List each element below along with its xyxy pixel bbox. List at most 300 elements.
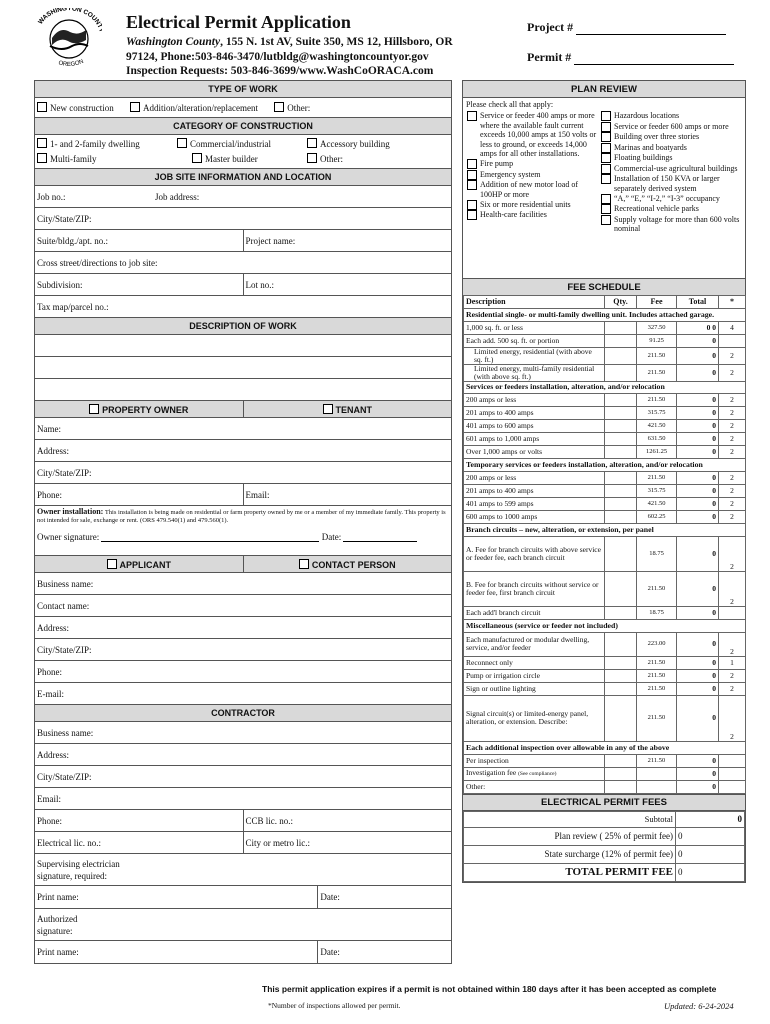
authorized-print-name-field[interactable]: Print name: <box>35 941 318 963</box>
project-name-field[interactable]: Project name: <box>243 230 452 252</box>
description-heading: DESCRIPTION OF WORK <box>35 318 452 335</box>
fee-inspections <box>719 780 746 793</box>
fee-description-text: 201 amps to 400 amps <box>466 408 534 418</box>
total-permit-fee-label: TOTAL PERMIT FEE <box>464 863 676 881</box>
plan-review-option[interactable] <box>601 143 745 153</box>
fee-qty-input[interactable] <box>605 511 637 524</box>
page-title: Electrical Permit Application <box>126 12 351 32</box>
fee-description <box>464 334 605 347</box>
plan-review-option[interactable] <box>601 153 745 163</box>
contractor-heading: CONTRACTOR <box>35 705 452 722</box>
fee-amount: 315.75 <box>637 407 677 420</box>
fee-qty-input[interactable] <box>605 394 637 407</box>
plan-review-option-label: “A,” “E,” “I-2,” “I-3” occupancy <box>614 193 720 203</box>
fee-inspections <box>719 606 746 619</box>
fee-total[interactable]: 0 <box>677 347 719 364</box>
plan-review-fee-value[interactable]: 0 <box>676 827 745 845</box>
fee-description-text: A. Fee for branch circuits with above service or feeder fee, each branch circuit <box>466 544 601 562</box>
plan-review-left-list <box>467 111 599 221</box>
fee-inspections: 4 <box>719 321 746 334</box>
fee-total[interactable]: 0 <box>677 669 719 682</box>
fee-qty-input[interactable] <box>605 571 637 606</box>
fee-description <box>464 669 605 682</box>
checkbox[interactable] <box>467 111 477 121</box>
plan-review-option[interactable] <box>601 111 745 121</box>
fee-qty-input[interactable] <box>605 420 637 433</box>
plan-review-option-label: Six or more residential units <box>480 199 571 209</box>
plan-review-option-label: Building over three stories <box>614 132 700 141</box>
fee-description <box>464 632 605 656</box>
total-permit-fee-value[interactable]: 0 <box>676 863 745 881</box>
fee-row <box>464 485 746 498</box>
fee-description-text: Signal circuit(s) or limited-energy panel, alteration, or extension. Describe: <box>466 709 589 727</box>
fee-description-text: Pump or irrigation circle <box>466 670 540 680</box>
fee-amount: 211.50 <box>637 347 677 364</box>
type-new-construction[interactable]: New construction <box>37 103 114 113</box>
suite-field[interactable]: Suite/bldg./apt. no.: <box>35 230 244 252</box>
fee-inspections: 2 <box>719 669 746 682</box>
plan-review-option-label: Commercial-use agricultural buildings <box>614 163 738 173</box>
header-inspection: Inspection Requests: 503-846-3699/www.WashCoORACA.com <box>126 65 434 77</box>
fee-qty-input[interactable] <box>605 606 637 619</box>
plan-review-option[interactable] <box>601 215 745 234</box>
fee-description <box>464 472 605 485</box>
contractor-email-field[interactable]: Email: <box>35 788 452 810</box>
fee-qty-input[interactable] <box>605 682 637 695</box>
applicant-contact-field[interactable]: Contact name: <box>35 595 452 617</box>
applicant-phone-field[interactable]: Phone: <box>35 661 452 683</box>
plan-review-option-label: Floating buildings <box>614 153 673 162</box>
fee-amount: 211.50 <box>637 364 677 381</box>
fee-inspections: 2 <box>719 420 746 433</box>
fee-description-text: Reconnect only <box>466 657 513 667</box>
type-other[interactable]: Other: <box>274 103 310 113</box>
fee-row <box>464 321 746 334</box>
contractor-address-field[interactable]: Address: <box>35 744 452 766</box>
fee-section-heading: Miscellaneous (service or feeder not included) <box>464 619 746 632</box>
updated-date: Updated: 6-24-2024 <box>664 1001 734 1011</box>
fee-total[interactable]: 0 <box>677 446 719 459</box>
checkbox[interactable] <box>601 153 611 163</box>
fee-description <box>464 420 605 433</box>
fee-description <box>464 394 605 407</box>
owner-installation: Owner installation: This installation is being made on residential or farm property owned by me or a member of my immediate family. This property is not intended for sale, exchange or rent. (ORS 479.540(1) and 479.560(1). Owner signature: Date: <box>35 506 452 556</box>
plan-review-option[interactable] <box>601 204 745 214</box>
fee-row <box>464 420 746 433</box>
fee-inspections: 2 <box>719 446 746 459</box>
fee-description <box>464 780 605 793</box>
supervisor-print-name-field[interactable]: Print name: <box>35 886 318 908</box>
fee-description <box>464 321 605 334</box>
checkbox[interactable] <box>307 138 317 148</box>
fee-inspections: 2 <box>719 407 746 420</box>
fee-qty-input[interactable] <box>605 754 637 767</box>
applicant-heading[interactable]: APPLICANT <box>35 556 244 573</box>
fee-amount: 631.50 <box>637 433 677 446</box>
fee-schedule-heading: FEE SCHEDULE <box>463 278 745 295</box>
svg-text:OREGON: OREGON <box>57 58 85 69</box>
checkbox[interactable] <box>274 102 284 112</box>
checkbox[interactable] <box>89 404 99 414</box>
description-line-1[interactable] <box>35 335 452 357</box>
fee-total[interactable]: 0 <box>677 511 719 524</box>
permit-fees-heading: ELECTRICAL PERMIT FEES <box>463 794 745 811</box>
fee-total[interactable]: 0 <box>677 433 719 446</box>
fee-row <box>464 606 746 619</box>
fee-description <box>464 656 605 669</box>
fee-qty-input[interactable] <box>605 433 637 446</box>
authorized-signature-field[interactable]: Authorized signature: <box>35 909 452 941</box>
plan-review-option[interactable] <box>601 132 745 142</box>
ccb-license-field[interactable]: CCB lic. no.: <box>243 810 452 832</box>
fee-description-text: 601 amps to 1,000 amps <box>466 434 540 444</box>
property-owner-heading[interactable]: PROPERTY OWNER <box>35 401 244 418</box>
plan-review-right-list <box>601 111 745 234</box>
fee-description-text: 201 amps to 400 amps <box>466 486 534 496</box>
cat-master-builder[interactable]: Master builder <box>192 152 307 167</box>
fee-inspections: 2 <box>719 472 746 485</box>
checkbox[interactable] <box>177 138 187 148</box>
cat-accessory[interactable]: Accessory building <box>307 139 390 149</box>
fee-description-text: 1,000 sq. ft. or less <box>466 322 523 332</box>
fee-description <box>464 695 605 741</box>
fee-total[interactable]: 0 <box>677 767 719 780</box>
fee-total[interactable]: 0 <box>677 536 719 571</box>
checkbox[interactable] <box>467 180 477 190</box>
plan-review-heading: PLAN REVIEW <box>463 81 745 98</box>
left-form <box>34 80 452 964</box>
fee-inspections <box>719 334 746 347</box>
fee-total[interactable]: 0 <box>677 606 719 619</box>
fee-qty-input[interactable] <box>605 695 637 741</box>
fee-inspections: 2 <box>719 536 746 571</box>
fee-amount: 211.50 <box>637 682 677 695</box>
fee-qty-input[interactable] <box>605 334 637 347</box>
fee-row <box>464 308 746 321</box>
fee-description-text: Sign or outline lighting <box>466 683 536 693</box>
owner-city-field[interactable]: City/State/ZIP: <box>35 462 452 484</box>
fee-qty-input[interactable] <box>605 364 637 381</box>
checkbox[interactable] <box>323 404 333 414</box>
checkbox[interactable] <box>299 559 309 569</box>
electrical-license-field[interactable]: Electrical lic. no.: <box>35 832 244 854</box>
fee-amount: 315.75 <box>637 485 677 498</box>
tax-map-field[interactable]: Tax map/parcel no.: <box>35 296 452 318</box>
job-site-heading: JOB SITE INFORMATION AND LOCATION <box>35 169 452 186</box>
fee-inspections <box>719 767 746 780</box>
plan-review-option[interactable] <box>467 111 599 159</box>
fee-description <box>464 511 605 524</box>
fee-total[interactable]: 0 <box>677 632 719 656</box>
fee-description <box>464 606 605 619</box>
plan-review-option[interactable] <box>601 194 745 204</box>
county-logo <box>36 8 102 70</box>
fee-description <box>464 446 605 459</box>
fee-description-text: Other: <box>466 781 486 791</box>
fee-description-text: Each add. 500 sq. ft. or portion <box>466 335 560 345</box>
fee-row <box>464 459 746 472</box>
fee-qty-input[interactable] <box>605 347 637 364</box>
fee-qty-input[interactable] <box>605 780 637 793</box>
fee-row <box>464 334 746 347</box>
fee-total[interactable]: 0 <box>677 334 719 347</box>
fee-row <box>464 754 746 767</box>
category-heading: CATEGORY OF CONSTRUCTION <box>35 118 452 135</box>
fee-total[interactable]: 0 <box>677 498 719 511</box>
fee-inspections: 2 <box>719 682 746 695</box>
plan-review-option-label: Hazardous locations <box>614 111 680 120</box>
plan-review-section: Please check all that apply: Service or feeder 400 amps or more where the available fault current exceeds 10,000 amps at 150 volts or less to ground, or exceeds 14,000 amps for all other installations. Fire pump Emergency system Addition of new motor load of 100HP or more Six or more residential units Health-care facilities Hazardous locations Service or feeder 600 amps or more Building over three stories Marinas and boatyards Floating buildings Commercial-use agricultural buildings Installation of 150 KVA or larger separately derived system “A,” “E,” “I-2,” “I-3” occupancy Recreational vehicle parks Supply voltage for more than 600 volts nominal <box>463 98 745 278</box>
plan-review-option[interactable] <box>467 210 599 220</box>
checkbox[interactable] <box>37 102 47 112</box>
state-surcharge-value[interactable]: 0 <box>676 845 745 863</box>
fee-qty-input[interactable] <box>605 407 637 420</box>
fee-qty-input[interactable] <box>605 485 637 498</box>
plan-review-option-label: Marinas and boatyards <box>614 142 687 152</box>
subtotal-label: Subtotal <box>464 811 676 827</box>
plan-review-option-label: Fire pump <box>480 159 514 168</box>
checkbox[interactable] <box>130 102 140 112</box>
applicant-email-field[interactable]: E-mail: <box>35 683 452 705</box>
fee-inspections: 2 <box>719 695 746 741</box>
checkbox[interactable] <box>601 174 611 184</box>
plan-review-option[interactable] <box>601 164 745 174</box>
col-description: Description <box>464 296 605 309</box>
fee-qty-input[interactable] <box>605 321 637 334</box>
col-fee: Fee <box>637 296 677 309</box>
contact-person-heading[interactable]: CONTACT PERSON <box>243 556 452 573</box>
header-address: Washington County, 155 N. 1st AV, Suite 350, MS 12, Hillsboro, OR <box>126 36 453 48</box>
fee-row <box>464 364 746 381</box>
applicant-business-field[interactable]: Business name: <box>35 573 452 595</box>
plan-review-option-label: Installation of 150 KVA or larger separately derived system <box>614 174 720 193</box>
fee-amount: 421.50 <box>637 498 677 511</box>
state-surcharge-label: State surcharge (12% of permit fee) <box>464 845 676 863</box>
applicant-address-field[interactable]: Address: <box>35 617 452 639</box>
owner-name-field[interactable]: Name: <box>35 418 452 440</box>
fee-description-text: 200 amps or less <box>466 473 517 483</box>
fee-description <box>464 364 605 381</box>
applicant-city-field[interactable]: City/State/ZIP: <box>35 639 452 661</box>
fee-description <box>464 571 605 606</box>
permit-number-field[interactable]: Permit # <box>527 50 734 65</box>
fee-amount: 211.50 <box>637 695 677 741</box>
fee-description-text: 200 amps or less <box>466 395 517 405</box>
fee-amount: 211.50 <box>637 571 677 606</box>
fee-total[interactable]: 0 <box>677 407 719 420</box>
fee-description-text: Each add'l branch circuit <box>466 607 541 617</box>
fee-description <box>464 754 605 767</box>
fee-section-heading: Temporary services or feeders installation, alteration, and/or relocation <box>464 459 746 472</box>
plan-review-option-label: Health-care facilities <box>480 210 547 219</box>
tenant-heading[interactable]: TENANT <box>243 401 452 418</box>
description-line-3[interactable] <box>35 379 452 401</box>
col-inspections: * <box>719 296 746 309</box>
fee-amount: 91.25 <box>637 334 677 347</box>
fee-row <box>464 619 746 632</box>
fee-total[interactable]: 0 <box>677 754 719 767</box>
fee-amount: 602.25 <box>637 511 677 524</box>
checkbox[interactable] <box>601 164 611 174</box>
fee-row <box>464 381 746 394</box>
fee-description <box>464 536 605 571</box>
fee-total[interactable]: 0 <box>677 472 719 485</box>
plan-review-option[interactable] <box>467 170 599 180</box>
fee-total[interactable]: 0 0 <box>677 321 719 334</box>
col-qty: Qty. <box>605 296 637 309</box>
checkbox[interactable] <box>467 170 477 180</box>
checkbox[interactable] <box>107 559 117 569</box>
fee-row <box>464 780 746 793</box>
checkbox[interactable] <box>601 132 611 142</box>
cat-1-2-family[interactable]: 1- and 2-family dwelling <box>37 137 177 152</box>
supervising-signature-field[interactable]: Supervising electrician signature, required: <box>35 854 452 886</box>
type-addition[interactable]: Addition/alteration/replacement <box>130 103 258 113</box>
checkbox[interactable] <box>37 153 47 163</box>
checkbox[interactable] <box>467 159 477 169</box>
owner-signature-line[interactable]: Owner signature: Date: <box>37 530 449 542</box>
checkbox[interactable] <box>601 143 611 153</box>
fee-schedule-table <box>463 295 746 794</box>
job-no-address-field[interactable]: Job no.: Job address: <box>35 186 452 208</box>
fee-inspections: 2 <box>719 498 746 511</box>
fee-description-note: (See compliance) <box>518 771 557 778</box>
fee-total[interactable]: 0 <box>677 394 719 407</box>
checkbox[interactable] <box>37 138 47 148</box>
fee-inspections: 2 <box>719 433 746 446</box>
fee-description-text: 600 amps to 1000 amps <box>466 512 538 522</box>
fee-description <box>464 767 605 780</box>
fee-total[interactable]: 0 <box>677 364 719 381</box>
fee-total[interactable]: 0 <box>677 420 719 433</box>
project-number-field[interactable]: Project # <box>527 20 726 35</box>
plan-review-option-label: Recreational vehicle parks <box>614 204 699 213</box>
fee-amount: 211.50 <box>637 656 677 669</box>
owner-email-field[interactable]: Email: <box>243 484 452 506</box>
job-city-field[interactable]: City/State/ZIP: <box>35 208 452 230</box>
cross-street-field[interactable]: Cross street/directions to job site: <box>35 252 452 274</box>
inspection-footnote: *Number of inspections allowed per permit. <box>268 1001 401 1010</box>
fee-section-heading: Branch circuits – new, alteration, or extension, per panel <box>464 524 746 537</box>
plan-review-option[interactable] <box>601 122 745 132</box>
fee-total[interactable]: 0 <box>677 656 719 669</box>
fee-row <box>464 347 746 364</box>
fee-row <box>464 433 746 446</box>
col-total: Total <box>677 296 719 309</box>
fee-row <box>464 632 746 656</box>
contractor-city-field[interactable]: City/State/ZIP: <box>35 766 452 788</box>
checkbox[interactable] <box>192 153 202 163</box>
authorized-date-field[interactable]: Date: <box>320 947 340 957</box>
fee-amount: 211.50 <box>637 669 677 682</box>
fee-amount: 211.50 <box>637 754 677 767</box>
fee-row <box>464 695 746 741</box>
supervisor-date-field[interactable]: Date: <box>320 892 340 902</box>
checkbox[interactable] <box>601 204 611 214</box>
plan-review-option[interactable] <box>467 180 599 199</box>
fee-amount: 223.00 <box>637 632 677 656</box>
plan-review-option-label: Addition of new motor load of 100HP or more <box>480 180 578 199</box>
plan-review-option[interactable] <box>601 174 745 193</box>
checkbox[interactable] <box>307 153 317 163</box>
fee-total[interactable]: 0 <box>677 485 719 498</box>
fee-description-text: B. Fee for branch circuits without service or feeder fee, first branch circuit <box>466 579 599 597</box>
cat-other[interactable]: Other: <box>307 154 343 164</box>
fee-description-text: Investigation fee <box>466 768 517 778</box>
fee-amount: 18.75 <box>637 536 677 571</box>
contractor-phone-field[interactable]: Phone: <box>35 810 244 832</box>
fee-qty-input[interactable] <box>605 632 637 656</box>
fee-row <box>464 446 746 459</box>
checkbox[interactable] <box>601 111 611 121</box>
lot-field[interactable]: Lot no.: <box>243 274 452 296</box>
owner-phone-field[interactable]: Phone: <box>35 484 244 506</box>
plan-review-option[interactable] <box>467 200 599 210</box>
subdivision-field[interactable]: Subdivision: <box>35 274 244 296</box>
type-of-work-heading: TYPE OF WORK <box>35 81 452 98</box>
fee-row <box>464 511 746 524</box>
cat-commercial[interactable]: Commercial/industrial <box>177 137 307 152</box>
fee-qty-input[interactable] <box>605 446 637 459</box>
plan-review-fee-label: Plan review ( 25% of permit fee) <box>464 827 676 845</box>
fee-qty-input[interactable] <box>605 669 637 682</box>
fee-total[interactable]: 0 <box>677 695 719 741</box>
fee-inspections: 2 <box>719 485 746 498</box>
checkbox[interactable] <box>601 215 611 225</box>
fee-amount: 421.50 <box>637 420 677 433</box>
fee-amount: 327.50 <box>637 321 677 334</box>
description-line-2[interactable] <box>35 357 452 379</box>
fee-qty-input[interactable] <box>605 656 637 669</box>
fee-description <box>464 433 605 446</box>
fee-inspections: 1 <box>719 656 746 669</box>
plan-review-option[interactable] <box>467 159 599 169</box>
fee-row <box>464 767 746 780</box>
contractor-business-field[interactable]: Business name: <box>35 722 452 744</box>
fee-total[interactable]: 0 <box>677 682 719 695</box>
fee-inspections: 2 <box>719 364 746 381</box>
checkbox[interactable] <box>467 200 477 210</box>
fee-qty-input[interactable] <box>605 536 637 571</box>
fee-row <box>464 682 746 695</box>
checkbox[interactable] <box>601 194 611 204</box>
fee-inspections: 2 <box>719 394 746 407</box>
plan-review-option-label: Emergency system <box>480 169 541 179</box>
fee-amount <box>637 767 677 780</box>
fee-row <box>464 656 746 669</box>
fee-qty-input[interactable] <box>605 472 637 485</box>
fee-row <box>464 394 746 407</box>
cat-multi-family[interactable]: Multi-family <box>37 152 192 167</box>
fee-total[interactable]: 0 <box>677 571 719 606</box>
plan-review-option-label: Supply voltage for more than 600 volts nominal <box>614 214 740 233</box>
fee-row <box>464 407 746 420</box>
fee-amount <box>637 780 677 793</box>
fee-section-heading: Services or feeders installation, alteration, and/or relocation <box>464 381 746 394</box>
fee-row <box>464 669 746 682</box>
subtotal-value[interactable]: 0 <box>676 811 745 827</box>
owner-address-field[interactable]: Address: <box>35 440 452 462</box>
fee-description <box>464 498 605 511</box>
fee-qty-input[interactable] <box>605 498 637 511</box>
expiration-notice: This permit application expires if a permit is not obtained within 180 days after it has been accepted as complete <box>262 984 717 994</box>
checkbox[interactable] <box>467 210 477 220</box>
fee-total[interactable]: 0 <box>677 780 719 793</box>
city-license-field[interactable]: City or metro lic.: <box>243 832 452 854</box>
fee-section-heading: Each additional inspection over allowable in any of the above <box>464 741 746 754</box>
fee-qty-input[interactable] <box>605 767 637 780</box>
checkbox[interactable] <box>601 122 611 132</box>
